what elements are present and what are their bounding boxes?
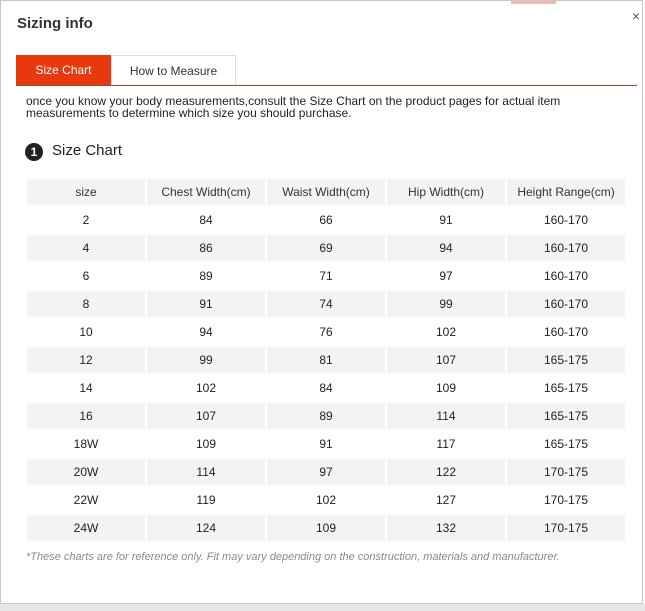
table-row [27, 207, 625, 233]
waist-cell: 97 [267, 459, 385, 485]
size-cell: 22W [27, 487, 145, 513]
height-cell: 165-175 [507, 347, 625, 373]
hip-cell: 109 [387, 375, 505, 401]
size-chart-table [25, 177, 627, 543]
height-cell: 165-175 [507, 403, 625, 429]
chest-cell: 91 [147, 291, 265, 317]
table-row [27, 515, 625, 541]
size-cell: 8 [27, 291, 145, 317]
waist-cell: 66 [267, 207, 385, 233]
size-cell: 2 [27, 207, 145, 233]
size-cell: 16 [27, 403, 145, 429]
hip-cell: 99 [387, 291, 505, 317]
table-row [27, 235, 625, 261]
table-row [27, 319, 625, 345]
hip-cell: 94 [387, 235, 505, 261]
height-cell: 160-170 [507, 207, 625, 233]
column-header-size: size [27, 179, 145, 205]
table-row [27, 403, 625, 429]
table-header-row [27, 179, 625, 205]
chest-cell: 94 [147, 319, 265, 345]
waist-cell: 81 [267, 347, 385, 373]
close-icon[interactable]: × [631, 8, 641, 24]
waist-cell: 74 [267, 291, 385, 317]
height-cell: 170-175 [507, 459, 625, 485]
chest-cell: 124 [147, 515, 265, 541]
height-cell: 170-175 [507, 487, 625, 513]
reference-footnote: *These charts are for reference only. Fit may vary depending on the construction, materials and manufacturer. [26, 551, 560, 563]
height-cell: 165-175 [507, 375, 625, 401]
size-cell: 18W [27, 431, 145, 457]
height-cell: 170-175 [507, 515, 625, 541]
section-title: Size Chart [52, 142, 123, 159]
tab-size-chart[interactable]: Size Chart [16, 55, 111, 85]
dialog-title: Sizing info [17, 15, 93, 32]
waist-cell: 89 [267, 403, 385, 429]
table-row [27, 431, 625, 457]
chest-cell: 102 [147, 375, 265, 401]
waist-cell: 91 [267, 431, 385, 457]
page-bottom-strip [0, 604, 645, 611]
table-row [27, 291, 625, 317]
table-row [27, 347, 625, 373]
hip-cell: 114 [387, 403, 505, 429]
waist-cell: 76 [267, 319, 385, 345]
top-accent-bar [511, 1, 556, 4]
hip-cell: 102 [387, 319, 505, 345]
size-cell: 14 [27, 375, 145, 401]
chest-cell: 114 [147, 459, 265, 485]
chest-cell: 109 [147, 431, 265, 457]
size-cell: 4 [27, 235, 145, 261]
height-cell: 160-170 [507, 235, 625, 261]
column-header-height: Height Range(cm) [507, 179, 625, 205]
table-row [27, 375, 625, 401]
size-cell: 6 [27, 263, 145, 289]
hip-cell: 127 [387, 487, 505, 513]
chest-cell: 84 [147, 207, 265, 233]
column-header-waist: Waist Width(cm) [267, 179, 385, 205]
height-cell: 165-175 [507, 431, 625, 457]
waist-cell: 69 [267, 235, 385, 261]
size-cell: 20W [27, 459, 145, 485]
tab-bar [16, 55, 637, 86]
chest-cell: 99 [147, 347, 265, 373]
size-cell: 12 [27, 347, 145, 373]
hip-cell: 132 [387, 515, 505, 541]
column-header-chest: Chest Width(cm) [147, 179, 265, 205]
waist-cell: 84 [267, 375, 385, 401]
hip-cell: 97 [387, 263, 505, 289]
table-row [27, 459, 625, 485]
height-cell: 160-170 [507, 263, 625, 289]
hip-cell: 91 [387, 207, 505, 233]
chest-cell: 119 [147, 487, 265, 513]
table-row [27, 487, 625, 513]
table-row [27, 263, 625, 289]
waist-cell: 109 [267, 515, 385, 541]
intro-text: once you know your body measurements,consult the Size Chart on the product pages for actual item measurements to determine which size you should purchase. [26, 94, 561, 120]
column-header-hip: Hip Width(cm) [387, 179, 505, 205]
step-number-badge: 1 [25, 143, 43, 161]
size-cell: 24W [27, 515, 145, 541]
height-cell: 160-170 [507, 319, 625, 345]
waist-cell: 102 [267, 487, 385, 513]
chest-cell: 89 [147, 263, 265, 289]
tab-how-to-measure[interactable]: How to Measure [111, 55, 236, 85]
size-cell: 10 [27, 319, 145, 345]
hip-cell: 117 [387, 431, 505, 457]
chest-cell: 107 [147, 403, 265, 429]
hip-cell: 122 [387, 459, 505, 485]
chest-cell: 86 [147, 235, 265, 261]
height-cell: 160-170 [507, 291, 625, 317]
waist-cell: 71 [267, 263, 385, 289]
hip-cell: 107 [387, 347, 505, 373]
